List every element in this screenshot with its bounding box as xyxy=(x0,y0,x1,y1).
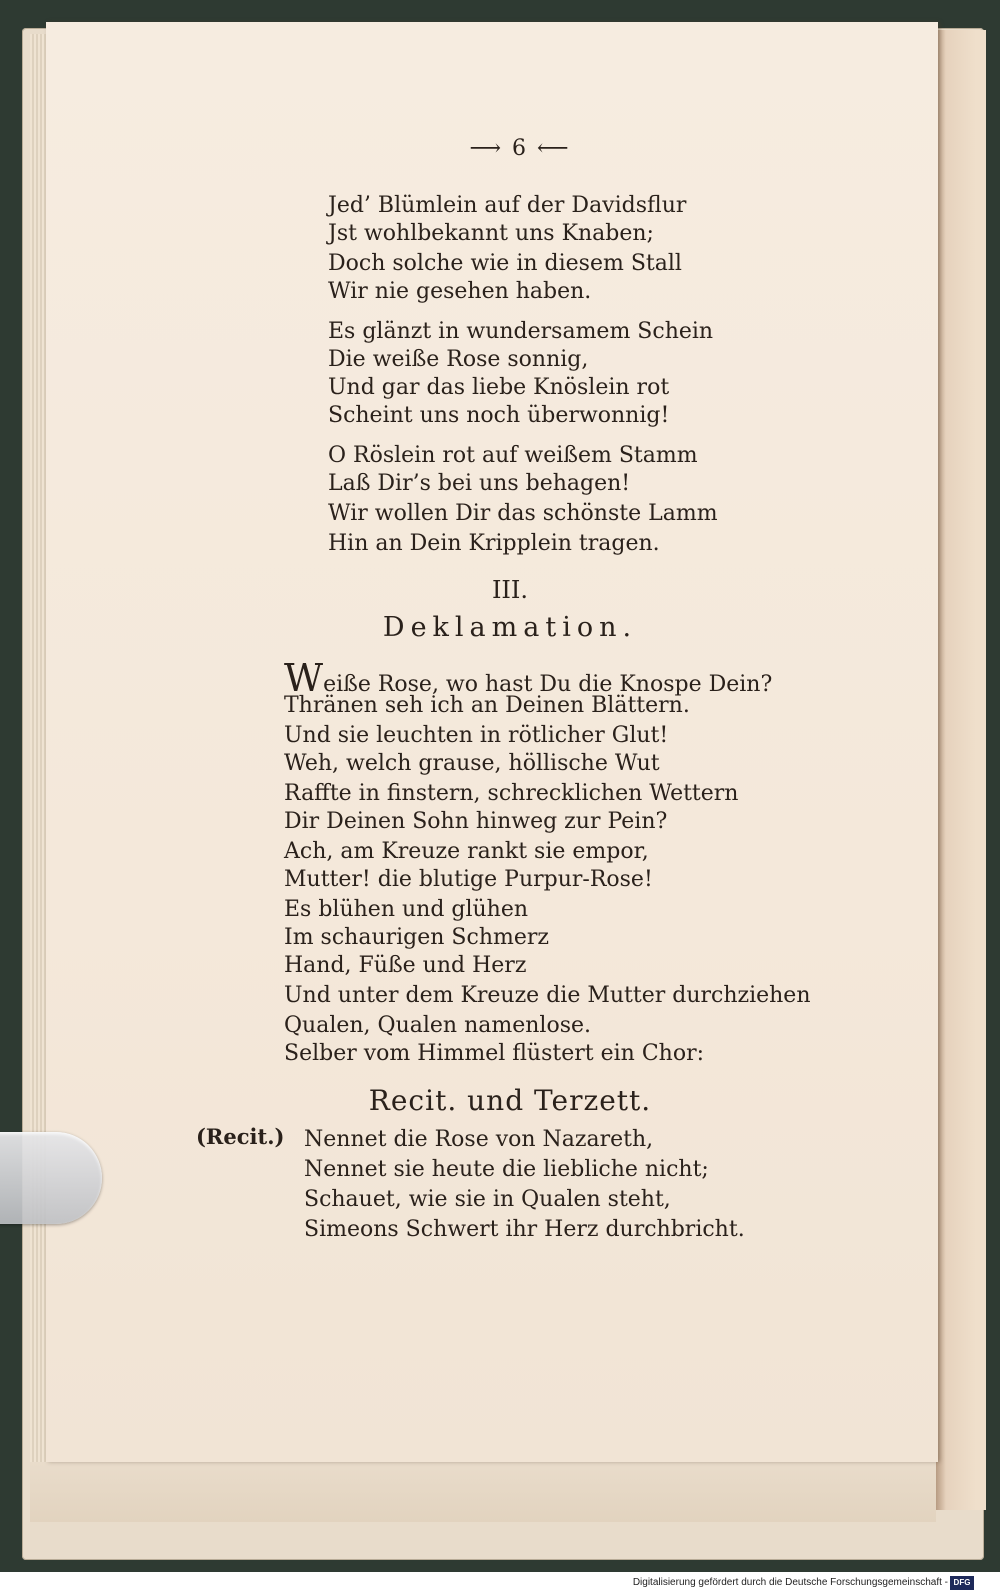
verse-line: Und gar das liebe Knöslein rot xyxy=(328,375,670,400)
verse-line: Doch solche wie in diesem Stall xyxy=(328,251,682,276)
verse-line: Hin an Dein Kripplein tragen. xyxy=(328,531,660,556)
declamation-line: Ach, am Kreuze rankt sie empor, xyxy=(284,839,649,864)
verse-line: Wir nie gesehen haben. xyxy=(328,279,592,304)
declamation-line: Es blühen und glühen xyxy=(284,897,529,922)
section-title: Deklamation. xyxy=(382,612,638,643)
verse-line: Scheint uns noch überwonnig! xyxy=(328,403,670,428)
verse-line: Die weiße Rose sonnig, xyxy=(328,347,589,372)
verse-line: Wir wollen Dir das schönste Lamm xyxy=(328,501,718,526)
declamation-line: Weh, welch grause, höllische Wut xyxy=(284,751,660,776)
facing-page-edge xyxy=(934,30,986,1510)
verse-line: O Röslein rot auf weißem Stamm xyxy=(328,443,698,468)
footer-bar xyxy=(0,1573,1000,1596)
dfg-logo: DFG xyxy=(950,1576,974,1590)
declamation-line: Selber vom Himmel flüstert ein Chor: xyxy=(284,1041,704,1066)
declamation-line: Im schaurigen Schmerz xyxy=(284,925,549,950)
declamation-line: Raffte in finstern, schrecklichen Wettern xyxy=(284,781,739,806)
recit-line: Nennet sie heute die liebliche nicht; xyxy=(304,1157,709,1182)
declamation-line: Qualen, Qualen namenlose. xyxy=(284,1013,591,1038)
declamation-line: Hand, Füße und Herz xyxy=(284,953,527,978)
verse-line: Jed’ Blümlein auf der Davidsflur xyxy=(328,193,687,218)
verse-line: Es glänzt in wundersamem Schein xyxy=(328,319,714,344)
declamation-line: Dir Deinen Sohn hinweg zur Pein? xyxy=(284,809,668,834)
page-holder-clip xyxy=(0,1132,102,1224)
recit-cue-label: (Recit.) xyxy=(196,1124,285,1149)
page-bottom-margin xyxy=(30,1462,936,1522)
section-number: III. xyxy=(491,576,529,604)
page-number: ⟶ 6 ⟵ xyxy=(469,136,571,161)
recit-line: Nennet die Rose von Nazareth, xyxy=(304,1127,654,1152)
drop-cap: W xyxy=(284,656,324,700)
declamation-line: Und unter dem Kreuze die Mutter durchziehen xyxy=(284,983,811,1008)
recit-line: Simeons Schwert ihr Herz durchbricht. xyxy=(304,1217,745,1242)
declamation-line: Mutter! die blutige Purpur-Rose! xyxy=(284,867,653,892)
recit-line: Schauet, wie sie in Qualen steht, xyxy=(304,1187,671,1212)
verse-line: Jst wohlbekannt uns Knaben; xyxy=(328,221,654,246)
subsection-title: Recit. und Terzett. xyxy=(368,1084,652,1117)
declamation-first-line-text: eiße Rose, wo hast Du die Knospe Dein? xyxy=(323,672,773,697)
funding-notice: Digitalisierung gefördert durch die Deutsche Forschungsgemeinschaft - xyxy=(632,1577,948,1588)
verse-line: Laß Dir’s bei uns behagen! xyxy=(328,471,631,496)
declamation-line: Thränen seh ich an Deinen Blättern. xyxy=(284,693,690,718)
declamation-line: Und sie leuchten in rötlicher Glut! xyxy=(284,723,669,748)
